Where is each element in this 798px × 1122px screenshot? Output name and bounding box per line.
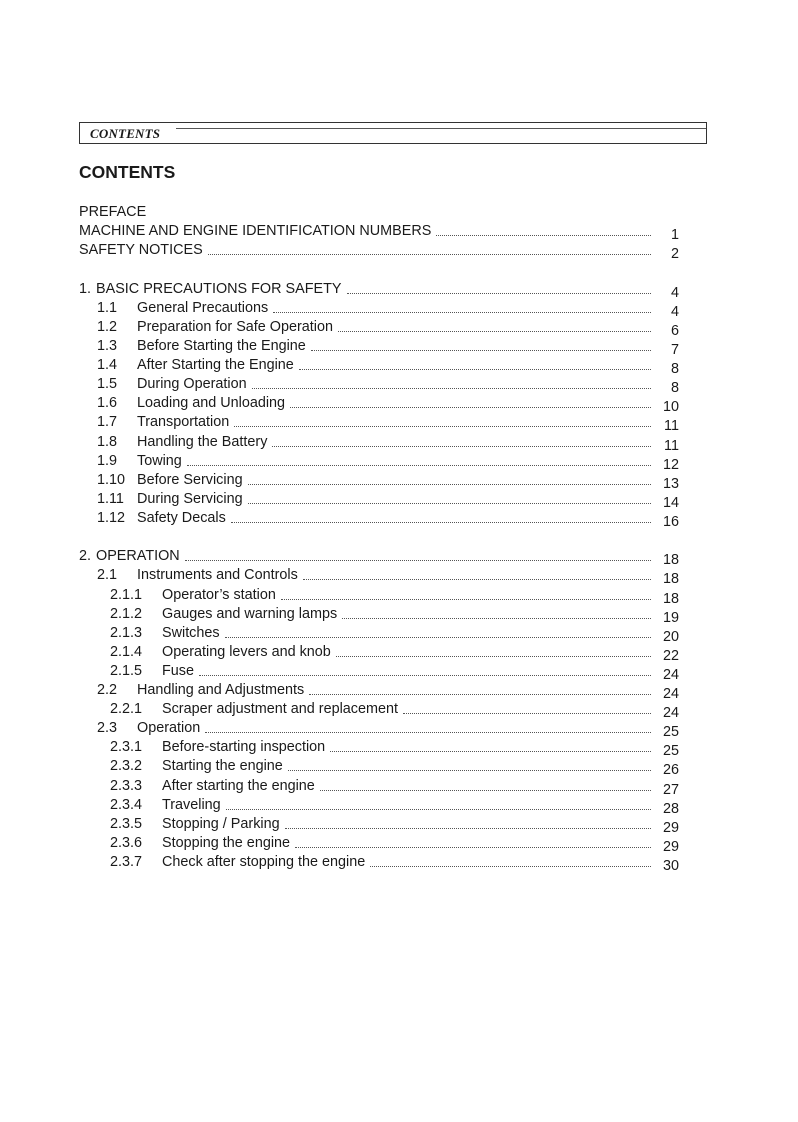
toc-entry-number: 1.3: [97, 338, 118, 355]
toc-chapter-2[interactable]: [79, 547, 679, 569]
toc-entry-number: 2.3.2: [110, 758, 143, 775]
dot-leader: [199, 674, 651, 676]
toc-entry[interactable]: [79, 681, 679, 703]
toc-chapter-title: OPERATION: [96, 548, 180, 565]
toc-page-number: 4: [670, 284, 679, 301]
toc-page-number: 11: [664, 437, 679, 454]
toc-entry-number: 2.3.7: [110, 853, 143, 870]
dot-leader: [226, 808, 651, 810]
toc-entry[interactable]: [79, 452, 679, 471]
toc-entry-number: 2.2: [97, 682, 118, 699]
toc-entry[interactable]: [79, 356, 679, 378]
table-of-contents: [79, 203, 679, 872]
toc-entry-number: 2.3.4: [110, 796, 143, 813]
toc-entry-text: Operating levers and knob: [162, 643, 331, 660]
toc-page-number: 18: [662, 590, 679, 607]
toc-entry-number: 2.3.6: [110, 834, 143, 851]
dot-leader: [281, 598, 651, 600]
toc-entry-number: 1.6: [97, 395, 118, 412]
dot-leader: [303, 578, 651, 580]
toc-entry[interactable]: [79, 719, 679, 741]
toc-entry-number: 2.1.4: [110, 643, 143, 660]
toc-entry-text: Scraper adjustment and replacement: [162, 701, 398, 718]
toc-page-number: 2: [670, 246, 679, 263]
toc-entry-text: Towing: [137, 452, 182, 469]
dot-leader: [370, 865, 651, 867]
toc-page-number: 6: [670, 322, 679, 339]
toc-entry-text: Safety Decals: [137, 509, 226, 526]
toc-entry-number: 1.11: [97, 490, 124, 507]
toc-page-number: 30: [662, 857, 679, 874]
toc-entry-text: Check after stopping the engine: [162, 853, 366, 870]
running-header-label: CONTENTS: [90, 126, 161, 141]
dot-leader: [234, 425, 651, 427]
toc-entry-text: Operator’s station: [162, 586, 276, 603]
toc-entry-number: 2.1: [97, 567, 118, 584]
toc-entry-identification-numbers[interactable]: [79, 222, 679, 244]
toc-entry-text: Stopping the engine: [162, 834, 291, 851]
toc-page-number: 10: [662, 399, 679, 416]
toc-entry-text: SAFETY NOTICES: [79, 242, 203, 259]
toc-page-number: 18: [662, 552, 679, 569]
toc-entry[interactable]: [79, 815, 679, 834]
toc-entry[interactable]: [79, 566, 679, 588]
toc-entry[interactable]: [79, 776, 679, 798]
toc-page-number: 24: [662, 686, 679, 703]
toc-entry-number: 1.12: [97, 509, 126, 526]
toc-page-number: 22: [662, 647, 679, 664]
toc-page-number: 24: [662, 666, 679, 683]
toc-entry[interactable]: [79, 834, 679, 853]
toc-page-number: 20: [662, 628, 679, 645]
toc-entry-number: 2.3: [97, 720, 118, 737]
toc-entry-text: Fuse: [162, 662, 194, 679]
toc-page-number: 4: [670, 303, 679, 320]
toc-entry[interactable]: [79, 796, 679, 815]
toc-entry[interactable]: [79, 662, 679, 681]
toc-entry-number: 2.3.3: [110, 777, 143, 794]
toc-page-number: 18: [662, 571, 679, 588]
toc-entry-number: 1.4: [97, 357, 118, 374]
toc-page-number: 25: [662, 743, 679, 760]
toc-entry[interactable]: [79, 337, 679, 359]
toc-entry[interactable]: [79, 853, 679, 872]
toc-entry-number: 2.1.5: [110, 662, 143, 679]
toc-entry-text: Preparation for Safe Operation: [137, 318, 333, 335]
toc-entry-number: 2.1.2: [110, 605, 143, 622]
toc-page-number: 24: [662, 705, 679, 722]
dot-leader: [320, 789, 651, 791]
toc-entry-number: 2.2.1: [110, 701, 143, 718]
toc-entry-number: 1.9: [97, 452, 118, 469]
toc-page-number: 16: [662, 513, 679, 530]
dot-leader: [272, 445, 651, 447]
toc-page-number: 19: [662, 609, 679, 626]
toc-entry-text: Handling the Battery: [137, 433, 268, 450]
toc-entry-text: After Starting the Engine: [137, 357, 294, 374]
toc-entry-number: 1.2: [97, 318, 118, 335]
section-gap: [79, 260, 679, 279]
dot-leader: [403, 712, 651, 714]
dot-leader: [330, 750, 651, 752]
toc-chapter-number: 1.: [79, 280, 92, 297]
toc-page-number: 29: [662, 819, 679, 836]
dot-leader: [185, 559, 651, 561]
dot-leader: [252, 387, 651, 389]
dot-leader: [336, 655, 651, 657]
toc-entry-text: During Servicing: [137, 490, 243, 507]
dot-leader: [295, 846, 651, 848]
toc-chapter-1[interactable]: [79, 280, 679, 299]
dot-leader: [436, 234, 651, 236]
toc-entry-number: 1.10: [97, 471, 126, 488]
chapter-2-entries: [79, 566, 679, 872]
dot-leader: [248, 483, 651, 485]
toc-entry-text: PREFACE: [79, 204, 147, 221]
page-title: CONTENTS: [79, 162, 176, 182]
toc-entry[interactable]: [79, 318, 679, 337]
toc-page-number: 26: [662, 762, 679, 779]
dot-leader: [231, 521, 651, 523]
toc-entry-number: 2.1.1: [110, 586, 143, 603]
toc-entry[interactable]: [79, 757, 679, 779]
dot-leader: [273, 311, 651, 313]
toc-page-number: 12: [662, 456, 679, 473]
toc-page-number: 29: [662, 838, 679, 855]
toc-page-number: 8: [670, 380, 679, 397]
toc-entry[interactable]: [79, 585, 679, 607]
section-gap: [79, 528, 679, 547]
chapter-1-entries: [79, 299, 679, 528]
toc-entry-text: Before Servicing: [137, 471, 243, 488]
toc-page-number: 28: [662, 800, 679, 817]
toc-entry-preface[interactable]: [79, 203, 679, 222]
toc-entry-text: Loading and Unloading: [137, 395, 286, 412]
toc-entry-safety-notices[interactable]: [79, 241, 679, 263]
toc-entry-text: General Precautions: [137, 299, 269, 316]
toc-entry[interactable]: [79, 738, 679, 760]
dot-leader: [285, 827, 651, 829]
toc-page-number: 14: [662, 494, 679, 511]
toc-page-number: 13: [662, 475, 679, 492]
toc-entry[interactable]: [79, 624, 679, 643]
running-header: [79, 122, 707, 144]
toc-entry[interactable]: [79, 375, 679, 397]
toc-chapter-number: 2.: [79, 548, 92, 565]
toc-entry-text: During Operation: [137, 376, 247, 393]
toc-entry[interactable]: [79, 490, 679, 509]
toc-entry-text: Instruments and Controls: [137, 567, 298, 584]
toc-entry-text: Switches: [162, 624, 220, 641]
toc-entry-text: Before Starting the Engine: [137, 338, 306, 355]
toc-entry[interactable]: [79, 643, 679, 662]
toc-entry-text: After starting the engine: [162, 777, 315, 794]
toc-chapter-title: BASIC PRECAUTIONS FOR SAFETY: [96, 280, 342, 297]
toc-entry-text: Operation: [137, 720, 201, 737]
toc-entry-text: Traveling: [162, 796, 221, 813]
dot-leader: [208, 253, 651, 255]
toc-entry-number: 2.3.1: [110, 739, 143, 756]
toc-page-number: 7: [670, 342, 679, 359]
toc-entry-text: Stopping / Parking: [162, 815, 280, 832]
toc-entry-number: 1.1: [97, 299, 118, 316]
dot-leader: [288, 769, 651, 771]
toc-entry-text: Gauges and warning lamps: [162, 605, 338, 622]
toc-entry-text: Transportation: [137, 414, 230, 431]
toc-entry-number: 1.5: [97, 376, 118, 393]
dot-leader: [347, 292, 652, 294]
toc-entry[interactable]: [79, 605, 679, 624]
dot-leader: [299, 368, 651, 370]
toc-page-number: 1: [670, 227, 679, 244]
toc-entry[interactable]: [79, 509, 679, 528]
dot-leader: [205, 731, 651, 733]
toc-entry-text: Before-starting inspection: [162, 739, 326, 756]
dot-leader: [225, 636, 651, 638]
toc-entry-text: Handling and Adjustments: [137, 682, 305, 699]
toc-entry[interactable]: [79, 299, 679, 318]
toc-page-number: 25: [662, 724, 679, 741]
dot-leader: [342, 617, 651, 619]
toc-page-number: 27: [662, 781, 679, 798]
toc-entry-number: 1.7: [97, 414, 118, 431]
dot-leader: [248, 502, 651, 504]
toc-page-number: 11: [664, 418, 679, 435]
dot-leader: [309, 693, 651, 695]
toc-entry-number: 2.1.3: [110, 624, 143, 641]
toc-entry-text: Starting the engine: [162, 758, 283, 775]
toc-entry[interactable]: [79, 700, 679, 722]
toc-entry[interactable]: [79, 394, 679, 416]
toc-entry[interactable]: [79, 432, 679, 454]
dot-leader: [311, 349, 651, 351]
toc-entry-number: 1.8: [97, 433, 118, 450]
toc-entry[interactable]: [79, 471, 679, 490]
dot-leader: [338, 330, 651, 332]
dot-leader: [290, 406, 651, 408]
toc-entry-number: 2.3.5: [110, 815, 143, 832]
toc-page-number: 8: [670, 361, 679, 378]
toc-entry-text: MACHINE AND ENGINE IDENTIFICATION NUMBERS: [79, 223, 432, 240]
dot-leader: [187, 464, 651, 466]
toc-entry[interactable]: [79, 413, 679, 435]
